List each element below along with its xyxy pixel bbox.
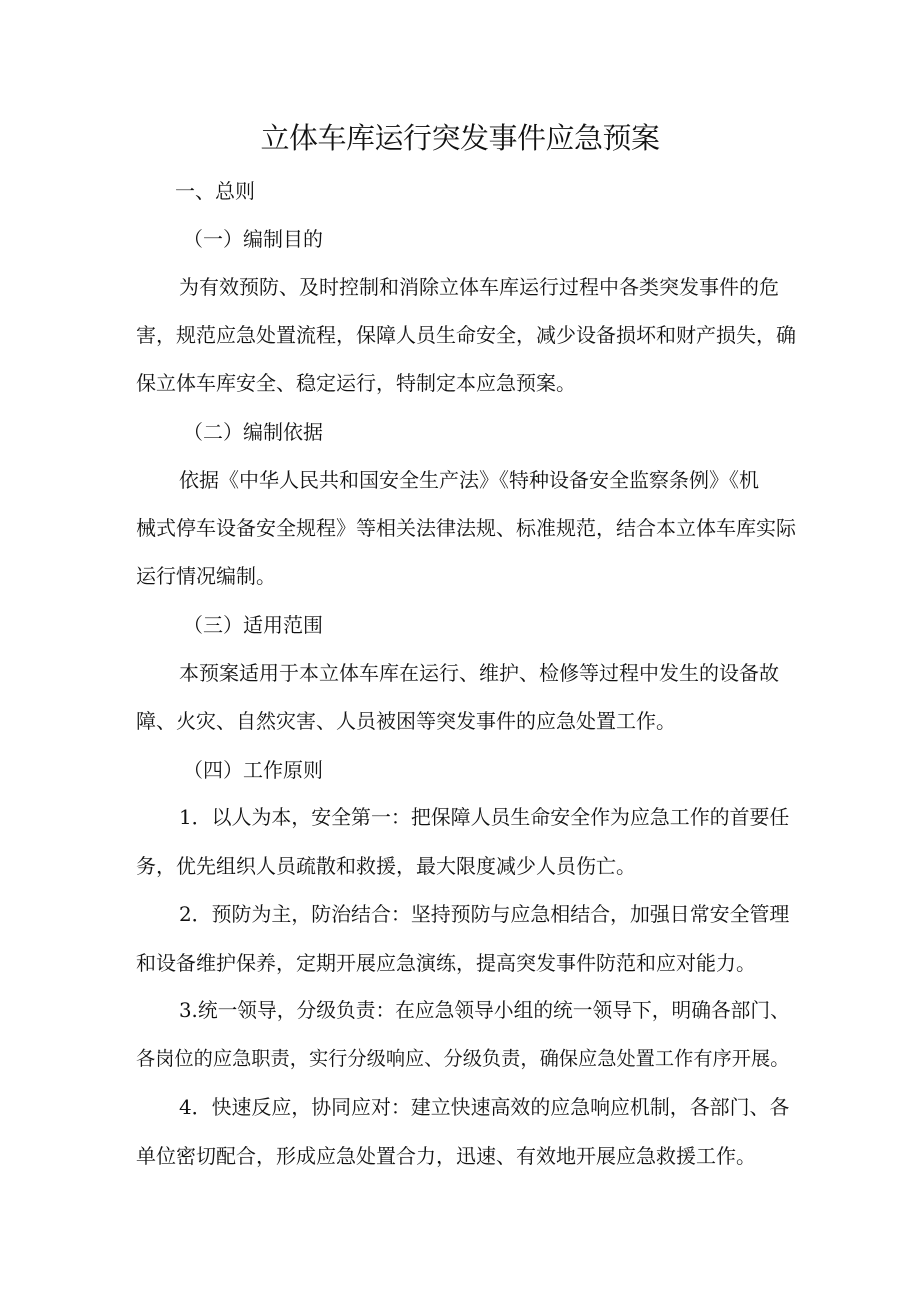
basis-line-3: 运行情况编制。	[136, 564, 276, 588]
subheading-principles: （四）工作原则	[183, 758, 323, 782]
purpose-line-2: 害，规范应急处置流程，保障人员生命安全，减少设备损坏和财产损失，确	[136, 323, 796, 347]
subheading-basis: （二）编制依据	[183, 420, 323, 444]
subheading-scope: （三）适用范围	[183, 613, 323, 637]
purpose-line-1: 为有效预防、及时控制和消除立体车库运行过程中各类突发事件的危	[179, 275, 779, 299]
principle-3-line-1: 3.统一领导，分级负责：在应急领导小组的统一领导下，明确各部门、	[179, 999, 790, 1022]
principle-4-line-2: 单位密切配合，形成应急处置合力，迅速、有效地开展应急救援工作。	[136, 1144, 756, 1168]
principle-1-line-1: 1．以人为本，安全第一：把保障人员生命安全作为应急工作的首要任	[179, 806, 790, 829]
principle-2-line-2: 和设备维护保养，定期开展应急演练，提高突发事件防范和应对能力。	[136, 951, 756, 975]
principle-1-line-2: 务，优先组织人员疏散和救援，最大限度减少人员伤亡。	[136, 854, 636, 878]
principle-4-line-1: 4．快速反应，协同应对：建立快速高效的应急响应机制，各部门、各	[179, 1096, 790, 1119]
principle-3-line-2: 各岗位的应急职责，实行分级响应、分级负责，确保应急处置工作有序开展。	[136, 1047, 790, 1070]
basis-line-1: 依据《中华人民共和国安全生产法》《特种设备安全监察条例》《机	[179, 468, 759, 492]
subheading-purpose: （一）编制目的	[183, 227, 323, 251]
scope-line-1: 本预案适用于本立体车库在运行、维护、检修等过程中发生的设备故	[179, 661, 779, 685]
section-heading-general: 一、总则	[175, 179, 255, 203]
scope-line-2: 障、火灾、自然灾害、人员被困等突发事件的应急处置工作。	[136, 709, 676, 733]
document-title: 立体车库运行突发事件应急预案	[260, 121, 660, 155]
purpose-line-3: 保立体车库安全、稳定运行，特制定本应急预案。	[136, 371, 576, 395]
principle-2-line-1: 2．预防为主，防治结合：坚持预防与应急相结合，加强日常安全管理	[179, 903, 790, 926]
basis-line-2: 械式停车设备安全规程》等相关法律法规、标准规范，结合本立体车库实际	[136, 516, 796, 540]
